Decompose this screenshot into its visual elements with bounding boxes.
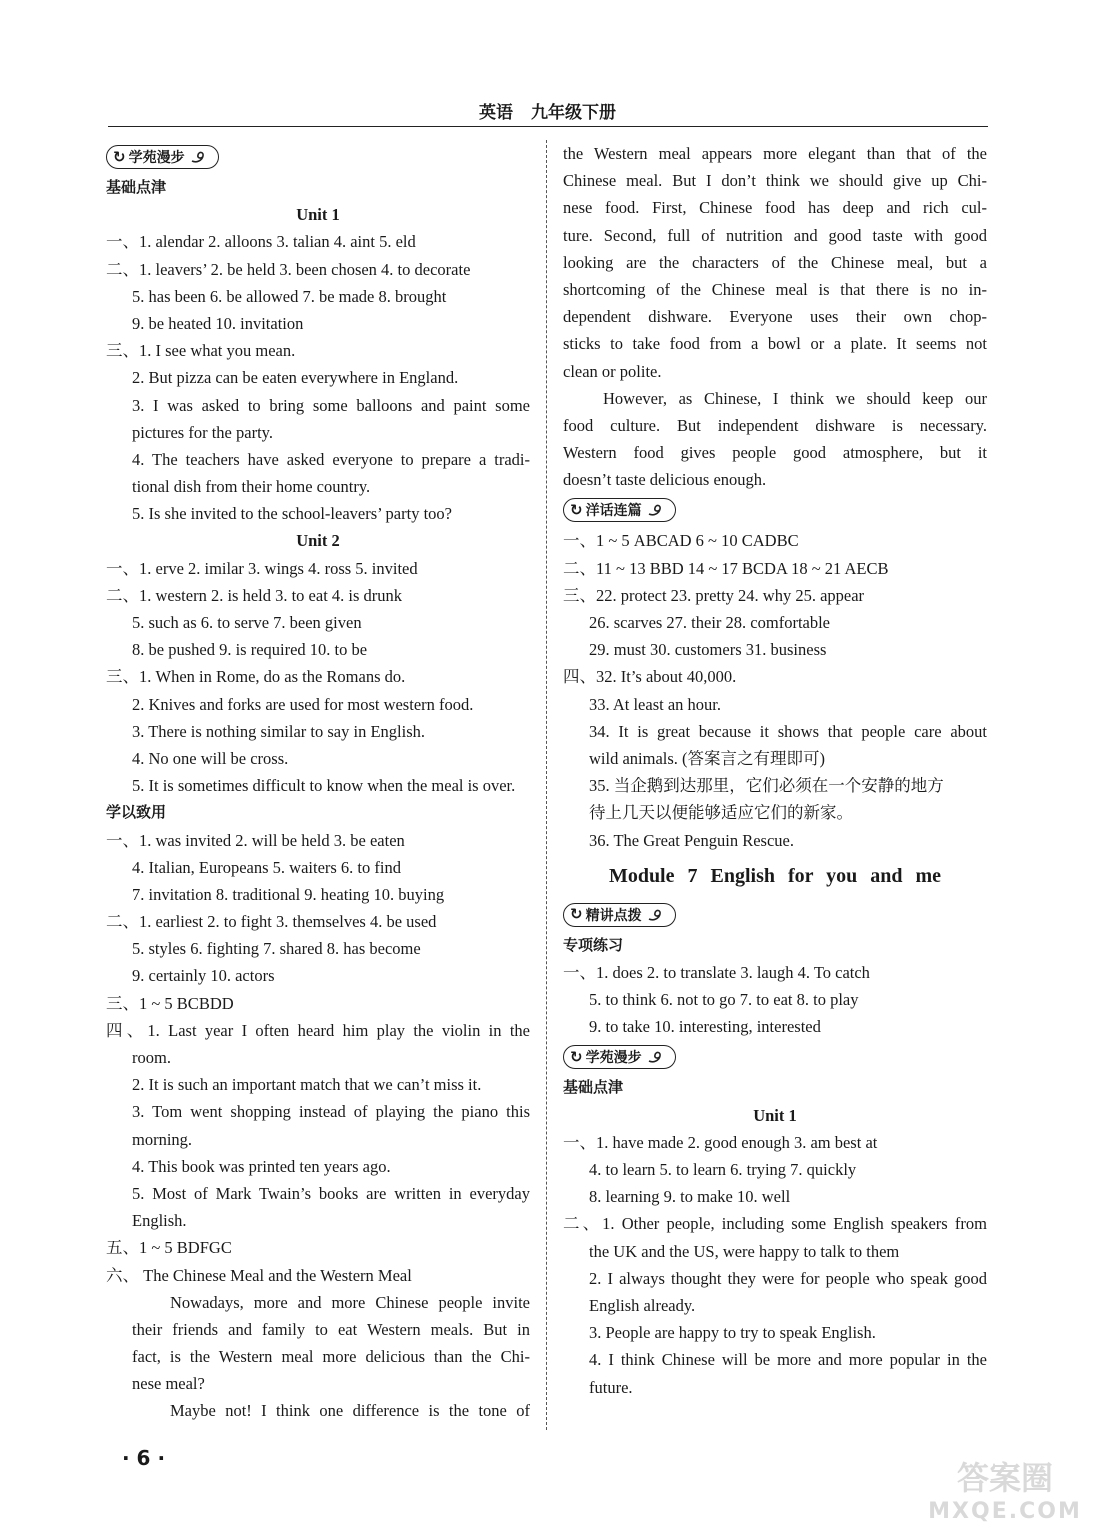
text-line: the UK and the US, were happy to talk to them xyxy=(589,1241,900,1261)
text-line: the Western meal appears more elegant than that of the xyxy=(563,144,987,163)
page-header-title: 英语 九年级下册 xyxy=(479,103,616,123)
subsection-heading: 基础点津 xyxy=(106,178,167,196)
text-line: 8. be pushed 9. is required 10. to be xyxy=(132,640,368,660)
subsection-heading: 专项练习 xyxy=(563,935,624,954)
text-line: English. xyxy=(132,1211,187,1231)
swirl-icon xyxy=(647,502,663,518)
swirl-icon xyxy=(647,1049,663,1065)
text-line: 4. The teachers have asked everyone to prepare a tradi- xyxy=(132,449,530,469)
text-line: 5. styles 6. fighting 7. shared 8. has become xyxy=(132,939,421,959)
section-badge-box xyxy=(563,1045,676,1069)
text-line: 四、32. It’s about 40,000. xyxy=(563,667,737,687)
header-rule xyxy=(108,126,988,127)
text-line: tional dish from their home country. xyxy=(132,477,371,497)
text-line: 三、1 ~ 5 BCBDD xyxy=(106,993,234,1013)
text-line: 34. It is great because it shows that people care about xyxy=(589,721,987,741)
text-line: 二、11 ~ 13 BBD 14 ~ 17 BCDA 18 ~ 21 AECB xyxy=(563,558,889,578)
text-line: ture. Second, full of nutrition and good taste with good xyxy=(563,225,987,245)
text-line: 三、1. I see what you mean. xyxy=(106,341,296,361)
section-badge-box xyxy=(563,903,676,927)
text-line: 二、1. earliest 2. to fight 3. themselves 4. be used xyxy=(106,912,437,932)
column-divider xyxy=(546,140,547,1430)
text-line: 9. be heated 10. invitation xyxy=(132,313,304,333)
text-line: food culture. But independent dishware is necessary. xyxy=(563,415,987,435)
right-column xyxy=(563,140,987,1401)
text-line: 4. Italian, Europeans 5. waiters 6. to find xyxy=(132,857,401,877)
text-line: 三、22. protect 23. pretty 24. why 25. appear xyxy=(563,585,865,605)
curl-arrow-icon: ↻ xyxy=(570,500,583,519)
section-badge-label: 学苑漫步 xyxy=(128,150,185,166)
text-line: 二、1. Other people, including some English speakers from xyxy=(563,1214,987,1234)
text-line: 2. It is such an important match that we can’t miss it. xyxy=(132,1075,482,1095)
text-line: 4. to learn 5. to learn 6. trying 7. quickly xyxy=(589,1160,857,1179)
text-line: morning. xyxy=(132,1129,193,1149)
text-line: 一、1. does 2. to translate 3. laugh 4. To catch xyxy=(563,962,870,982)
swirl-icon xyxy=(190,149,206,165)
text-line: 5. such as 6. to serve 7. been given xyxy=(132,613,362,632)
text-line: 二、1. western 2. is held 3. to eat 4. is drunk xyxy=(106,585,403,605)
subsection-heading: 基础点津 xyxy=(563,1078,624,1097)
curl-arrow-icon: ↻ xyxy=(570,1047,583,1066)
text-line: 一、1. alendar 2. alloons 3. talian 4. aint 5. eld xyxy=(106,232,416,252)
unit-heading: Unit 2 xyxy=(296,531,340,551)
section-badge-box xyxy=(106,145,219,169)
text-line: dependent dishware. Everyone uses their own chop- xyxy=(563,307,987,327)
text-line: 3. Tom went shopping instead of playing the piano this xyxy=(132,1102,530,1122)
text-line: doesn’t taste delicious enough. xyxy=(563,470,767,490)
section-badge-label: 洋话连篇 xyxy=(585,503,642,520)
text-line: 四、1. Last year I often heard him play the violin in the xyxy=(106,1020,530,1040)
unit-heading: Unit 1 xyxy=(753,1105,797,1125)
text-line: 33. At least an hour. xyxy=(589,694,721,714)
unit-heading: Unit 1 xyxy=(296,205,340,225)
section-badge xyxy=(563,493,987,527)
text-line: 5. to think 6. not to go 7. to eat 8. to play xyxy=(589,990,859,1010)
text-line: Chinese meal. But I don’t think we should give up Chi- xyxy=(563,171,987,191)
text-line: Nowadays, more and more Chinese people invite xyxy=(170,1292,530,1312)
text-line: fact, is the Western meal more delicious than the Chi- xyxy=(132,1347,530,1367)
text-line: 一、1. erve 2. imilar 3. wings 4. ross 5. invited xyxy=(106,558,418,578)
text-line: 4. I think Chinese will be more and more popular in the xyxy=(589,1350,987,1370)
text-line: 待上几天以便能够适应它们的新家。 xyxy=(589,803,853,823)
text-line: pictures for the party. xyxy=(132,422,273,442)
text-line: 2. Knives and forks are used for most western food. xyxy=(132,694,474,714)
text-line: 二、1. leavers’ 2. be held 3. been chosen 4. to decorate xyxy=(106,259,471,279)
section-badge xyxy=(106,140,530,174)
text-line: 9. certainly 10. actors xyxy=(132,966,275,986)
watermark-logo-text: 答案圈 xyxy=(956,1459,1053,1497)
text-line: However, as Chinese, I think we should keep our xyxy=(603,388,987,408)
curl-arrow-icon: ↻ xyxy=(113,147,126,166)
text-line: their friends and family to eat Western meals. But in xyxy=(132,1319,530,1339)
text-line: 5. Most of Mark Twain’s books are written in everyday xyxy=(132,1183,530,1203)
text-line: 9. to take 10. interesting, interested xyxy=(589,1017,821,1037)
text-line: 5. It is sometimes difficult to know when the meal is over. xyxy=(132,776,516,796)
section-badge-label: 学苑漫步 xyxy=(585,1050,642,1067)
text-line: 3. I was asked to bring some balloons and paint some xyxy=(132,395,530,415)
text-line: 一、1. was invited 2. will be held 3. be eaten xyxy=(106,830,405,850)
text-line: 三、1. When in Rome, do as the Romans do. xyxy=(106,667,406,687)
subsection-heading: 学以致用 xyxy=(106,803,167,822)
section-badge-label: 精讲点拨 xyxy=(585,907,642,924)
text-line: nese food. First, Chinese food has deep and rich cul- xyxy=(563,198,987,218)
text-line: 35. 当企鹅到达那里，它们必须在一个安静的地方 xyxy=(589,776,944,796)
section-badge-box xyxy=(563,498,676,522)
text-line: 五、1 ~ 5 BDFGC xyxy=(106,1238,232,1258)
text-line: 7. invitation 8. traditional 9. heating 10. buying xyxy=(132,884,445,904)
text-line: 29. must 30. customers 31. business xyxy=(589,640,827,660)
text-line: 2. But pizza can be eaten everywhere in England. xyxy=(132,368,459,388)
curl-arrow-icon: ↻ xyxy=(570,905,583,924)
section-badge xyxy=(563,1040,987,1074)
text-line: nese meal? xyxy=(132,1374,205,1394)
module-title: Module 7 English for you and me xyxy=(608,864,942,887)
text-line: 3. People are happy to try to speak English. xyxy=(589,1323,876,1343)
page-number: · 6 · xyxy=(122,1446,166,1470)
text-line: clean or polite. xyxy=(563,361,662,381)
text-line: shortcoming of the Chinese meal is that there is no in- xyxy=(563,279,987,299)
text-line: Maybe not! I think one difference is the tone of xyxy=(170,1401,530,1421)
watermark xyxy=(925,1458,1085,1536)
left-column xyxy=(106,140,530,1425)
text-line: looking are the characters of the Chinese meal, but a xyxy=(563,252,987,272)
section-badge xyxy=(563,898,987,932)
text-line: English already. xyxy=(589,1295,696,1315)
text-line: 4. No one will be cross. xyxy=(132,748,289,768)
text-line: future. xyxy=(589,1377,633,1397)
swirl-icon xyxy=(647,907,663,923)
text-line: wild animals. (答案言之有理即可) xyxy=(589,748,826,768)
text-line: room. xyxy=(132,1048,171,1067)
text-line: 5. has been 6. be allowed 7. be made 8. brought xyxy=(132,286,447,306)
text-line: 3. There is nothing similar to say in English. xyxy=(132,721,426,741)
text-line: 2. I always thought they were for people who speak good xyxy=(589,1268,987,1288)
text-line: 4. This book was printed ten years ago. xyxy=(132,1156,391,1176)
text-line: 六、 The Chinese Meal and the Western Meal xyxy=(106,1265,412,1285)
text-line: 36. The Great Penguin Rescue. xyxy=(589,830,794,850)
text-line: 一、1. have made 2. good enough 3. am best at xyxy=(563,1132,878,1152)
text-line: 一、1 ~ 5 ABCAD 6 ~ 10 CADBC xyxy=(563,531,799,551)
text-line: 5. Is she invited to the school-leavers’ party too? xyxy=(132,504,452,524)
text-line: 26. scarves 27. their 28. comfortable xyxy=(589,613,831,632)
text-line: 8. learning 9. to make 10. well xyxy=(589,1187,791,1207)
watermark-domain: MXQE.COM xyxy=(928,1499,1082,1524)
text-line: sticks to take food from a bowl or a plate. It seems not xyxy=(563,334,987,354)
text-line: Western food gives people good atmosphere, but it xyxy=(563,443,987,463)
